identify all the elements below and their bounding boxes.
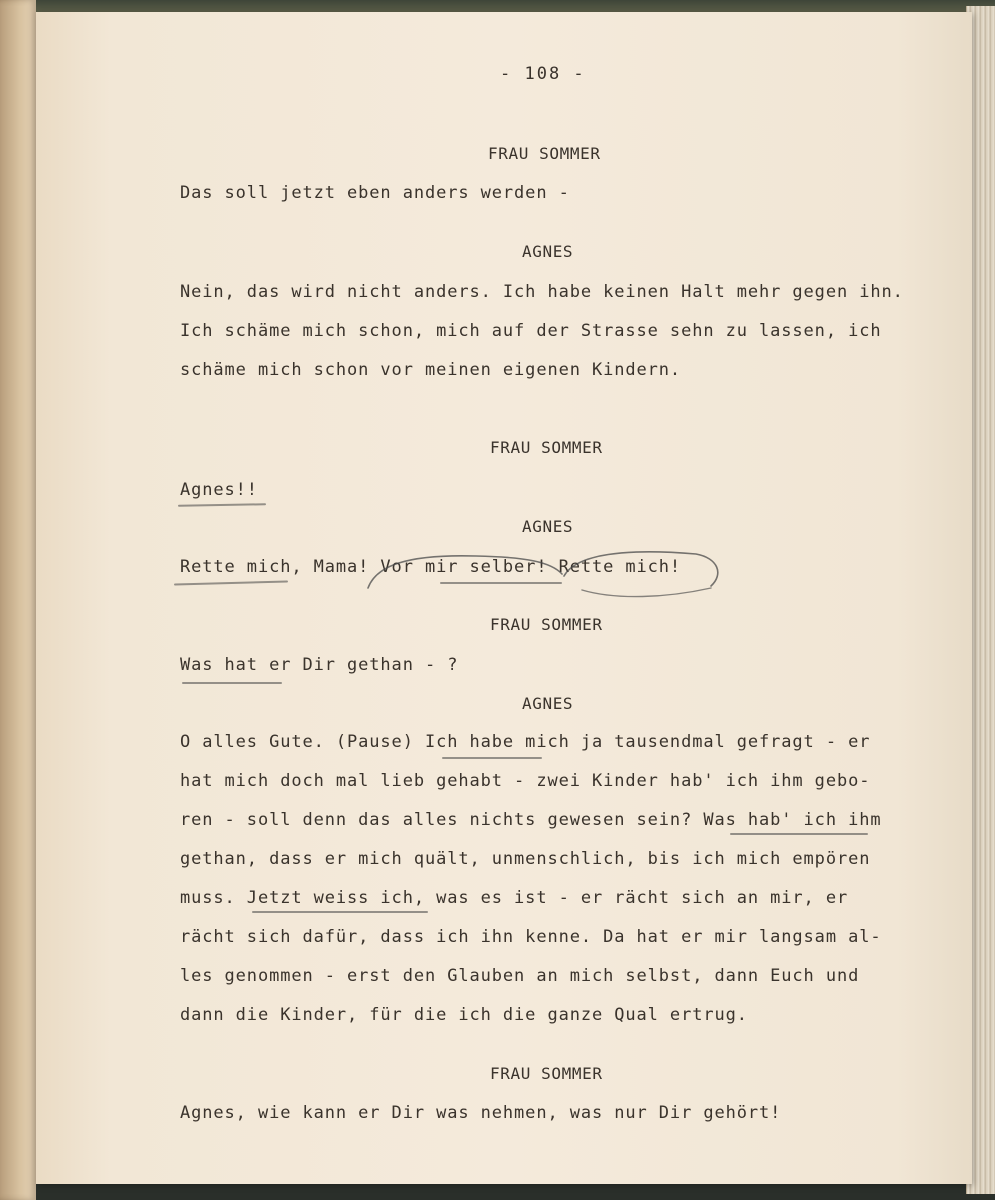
dialogue-line: les genommen - erst den Glauben an mich selbst, dann Euch und: [180, 966, 860, 986]
pencil-underline: [442, 757, 542, 759]
pencil-underline: [252, 911, 428, 913]
speaker-name: FRAU SOMMER: [490, 615, 603, 634]
dialogue-line: hat mich doch mal lieb gehabt - zwei Kinder hab' ich ihm gebo-: [180, 771, 871, 791]
dialogue-line: dann die Kinder, für die ich die ganze Qual ertrug.: [180, 1005, 748, 1025]
typed-page: [36, 12, 972, 1184]
pencil-bracket-marks: [366, 544, 726, 604]
pencil-underline: [730, 833, 868, 835]
speaker-name: AGNES: [522, 517, 574, 536]
dialogue-line: gethan, dass er mich quält, unmenschlich, bis ich mich empören: [180, 849, 871, 869]
speaker-name: FRAU SOMMER: [490, 1064, 603, 1083]
speaker-name: FRAU SOMMER: [488, 144, 601, 163]
dialogue-line: Was hat er Dir gethan - ?: [180, 655, 459, 675]
dialogue-line: schäme mich schon vor meinen eigenen Kindern.: [180, 360, 682, 380]
pencil-underline: [182, 682, 282, 684]
speaker-name: AGNES: [522, 694, 574, 713]
dialogue-line: Das soll jetzt eben anders werden -: [180, 183, 570, 203]
dialogue-line: Agnes, wie kann er Dir was nehmen, was nur Dir gehört!: [180, 1103, 782, 1123]
dialogue-line: rächt sich dafür, dass ich ihn kenne. Da hat er mir langsam al-: [180, 927, 882, 947]
dialogue-line: ren - soll denn das alles nichts gewesen sein? Was hab' ich ihm: [180, 810, 882, 830]
dialogue-line: Nein, das wird nicht anders. Ich habe keinen Halt mehr gegen ihn.: [180, 282, 904, 302]
pencil-underline: [178, 503, 266, 507]
dialogue-line: O alles Gute. (Pause) Ich habe mich ja tausendmal gefragt - er: [180, 732, 871, 752]
pencil-underline: [174, 581, 288, 586]
speaker-name: FRAU SOMMER: [490, 438, 603, 457]
book-top-edge: [0, 0, 995, 12]
speaker-name: AGNES: [522, 242, 574, 261]
dialogue-line: Ich schäme mich schon, mich auf der Strasse sehn zu lassen, ich: [180, 321, 882, 341]
page-number: - 108 -: [500, 64, 586, 84]
dialogue-line: Rette mich, Mama! Vor mir selber! Rette mich!: [180, 557, 682, 577]
dialogue-line: muss. Jetzt weiss ich, was es ist - er rächt sich an mir, er: [180, 888, 849, 908]
dialogue-line: Agnes!!: [180, 480, 258, 500]
book-spine: [0, 0, 36, 1200]
